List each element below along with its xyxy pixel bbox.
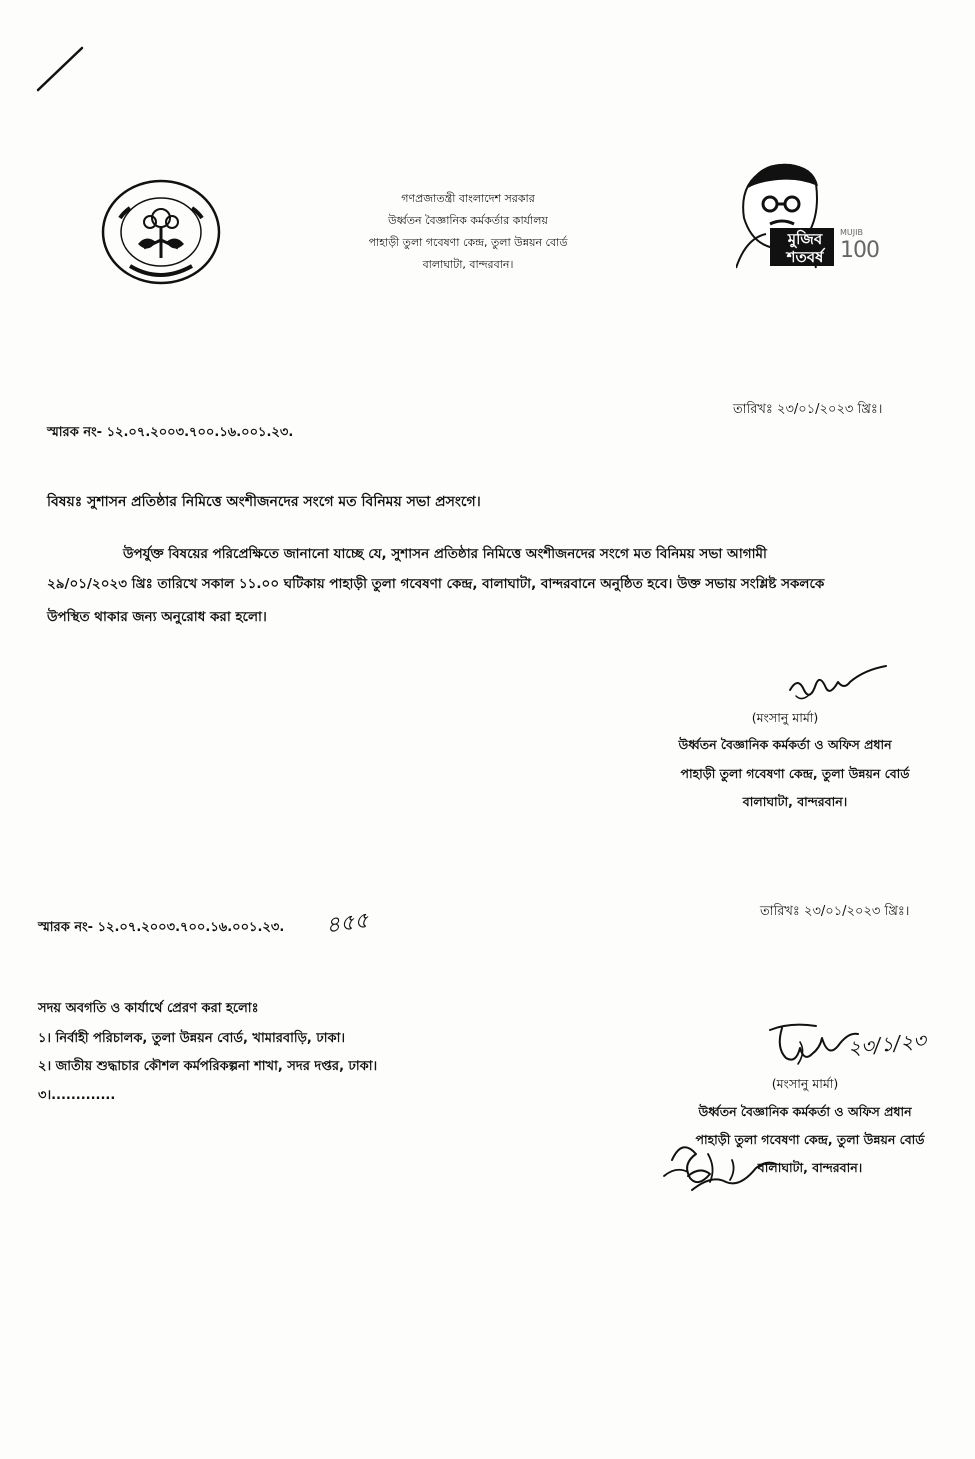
cc-item-3: ৩।.............	[38, 1088, 116, 1103]
memo1-body-line3: উপস্থিত থাকার জন্য অনুরোধ করা হলো।	[47, 609, 267, 625]
memo1-signatory-name: (মংসানু মার্মা)	[751, 710, 819, 725]
govt-title: গণপ্রজাতন্ত্রী বাংলাদেশ সরকার	[401, 192, 535, 205]
memo1-signature	[780, 664, 890, 706]
memo1-subject: বিষয়ঃ সুশাসন প্রতিষ্ঠার নিমিত্তে অংশীজনদের সংগে মত বিনিময় সভা প্রসংগে।	[47, 494, 481, 510]
memo2-reference: স্মারক নং- ১২.০৭.২০০৩.৭০০.১৬.০০১.২৩.	[38, 920, 285, 935]
pen-stroke-mark	[30, 40, 90, 100]
cc-heading: সদয় অবগতি ও কার্যার্থে প্রেরণ করা হলোঃ	[38, 1001, 259, 1016]
memo1-body-line2: ২৯/০১/২০২৩ খ্রিঃ তারিখে সকাল ১১.০০ ঘটিকায় পাহাড়ী তুলা গবেষণা কেন্দ্র, বালাঘাটা, বান্দরবানে অনুষ্ঠিত হবে। উক্ত সভায় সংশ্লিষ্ট সকলকে	[47, 576, 825, 592]
memo2-signatory-title: উর্ধ্বতন বৈজ্ঞানিক কর্মকর্তা ও অফিস প্রধান	[698, 1104, 912, 1119]
cotton-board-emblem	[100, 178, 222, 286]
memo2-reference-handwritten: ৪৫৫	[324, 908, 371, 939]
mujib-logo-number: 100	[840, 238, 879, 263]
received-initial-scribble	[652, 1130, 782, 1202]
mujib-logo-text: মুজিব শতবর্ষ	[786, 230, 824, 266]
memo1-body-line1: উপর্যুক্ত বিষয়ের পরিপ্রেক্ষিতে জানানো যাচ্ছে যে, সুশাসন প্রতিষ্ঠার নিমিত্তে অংশীজনদের সংগে মত বিনিময় সভা আগামী	[123, 546, 767, 562]
office-title: উর্ধ্বতন বৈজ্ঞানিক কর্মকর্তার কার্যালয়	[388, 214, 548, 227]
mujib-100-logo	[736, 158, 886, 270]
memo1-signatory-org: পাহাড়ী তুলা গবেষণা কেন্দ্র, তুলা উন্নয়ন বোর্ড	[680, 766, 910, 781]
memo2-signatory-org: পাহাড়ী তুলা গবেষণা কেন্দ্র, তুলা উন্নয়ন বোর্ড	[695, 1132, 925, 1147]
mujib-logo-en: MUJIB	[840, 228, 863, 237]
memo1-signatory-title: উর্ধ্বতন বৈজ্ঞানিক কর্মকর্তা ও অফিস প্রধান	[678, 737, 892, 752]
memo2-date: তারিখঃ ২৩/০১/২০২৩ খ্রিঃ।	[760, 904, 910, 919]
center-title: পাহাড়ী তুলা গবেষণা কেন্দ্র, তুলা উন্নয়ন বোর্ড	[368, 236, 568, 249]
cc-item-1: ১। নির্বাহী পরিচালক, তুলা উন্নয়ন বোর্ড, খামারবাড়ি, ঢাকা।	[38, 1031, 345, 1046]
memo1-signatory-place: বালাঘাটা, বান্দরবান।	[742, 794, 848, 809]
memo2-signatory-place: বালাঘাটা, বান্দরবান।	[757, 1160, 863, 1175]
address-line: বালাঘাটা, বান্দরবান।	[422, 258, 514, 271]
memo2-signature-date: ২৩/১/২৩	[846, 1027, 928, 1061]
memo1-reference: স্মারক নং- ১২.০৭.২০০৩.৭০০.১৬.০০১.২৩.	[47, 425, 294, 440]
memo1-date: তারিখঃ ২৩/০১/২০২৩ খ্রিঃ।	[733, 402, 883, 417]
cc-item-2: ২। জাতীয় শুদ্ধাচার কৌশল কর্মপরিকল্পনা শাখা, সদর দপ্তর, ঢাকা।	[38, 1059, 378, 1074]
memo2-signatory-name: (মংসানু মার্মা)	[771, 1076, 839, 1091]
